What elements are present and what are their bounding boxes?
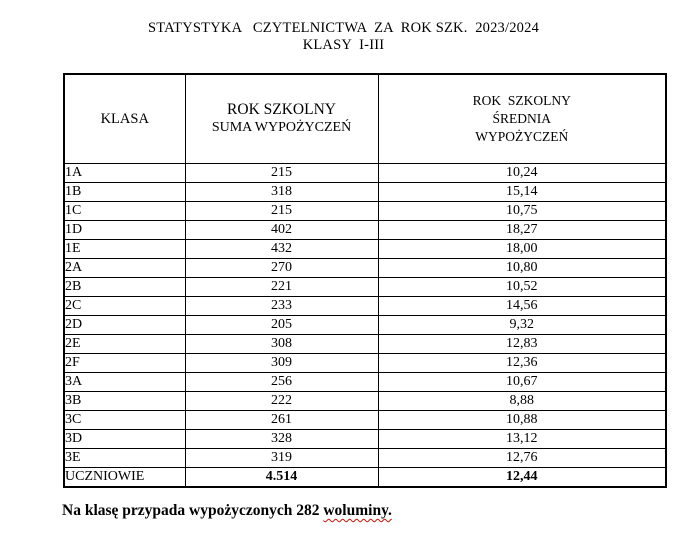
table-row bbox=[64, 277, 666, 296]
row-sum-cell: 215 bbox=[185, 163, 378, 182]
row-avg-cell: 15,14 bbox=[378, 182, 666, 201]
page-title-line2: KLASY I-III bbox=[302, 37, 385, 53]
total-avg-cell: 12,44 bbox=[378, 467, 666, 487]
header-suma bbox=[185, 74, 378, 163]
table-row bbox=[64, 296, 666, 315]
row-class-cell: 1C bbox=[64, 201, 185, 220]
row-sum-cell: 215 bbox=[185, 201, 378, 220]
row-class-cell: 2E bbox=[64, 334, 185, 353]
header-srednia-line2: ŚREDNIA bbox=[492, 110, 551, 126]
table-row bbox=[64, 182, 666, 201]
table-total-row bbox=[64, 467, 666, 487]
row-class-cell: 1B bbox=[64, 182, 185, 201]
row-class-cell: 3A bbox=[64, 372, 185, 391]
table-header-row bbox=[64, 74, 666, 163]
row-sum-cell: 261 bbox=[185, 410, 378, 429]
table-row bbox=[64, 353, 666, 372]
row-sum-cell: 328 bbox=[185, 429, 378, 448]
header-klasa bbox=[64, 74, 185, 163]
row-class-cell: 3C bbox=[64, 410, 185, 429]
row-sum-cell: 233 bbox=[185, 296, 378, 315]
table-row bbox=[64, 201, 666, 220]
row-sum-cell: 402 bbox=[185, 220, 378, 239]
row-avg-cell: 12,76 bbox=[378, 448, 666, 467]
row-class-cell: 2F bbox=[64, 353, 185, 372]
row-avg-cell: 10,80 bbox=[378, 258, 666, 277]
row-sum-cell: 270 bbox=[185, 258, 378, 277]
table-row bbox=[64, 448, 666, 467]
header-srednia bbox=[378, 74, 666, 163]
row-sum-cell: 319 bbox=[185, 448, 378, 467]
row-sum-cell: 318 bbox=[185, 182, 378, 201]
row-avg-cell: 8,88 bbox=[378, 391, 666, 410]
row-class-cell: 1E bbox=[64, 239, 185, 258]
table-row bbox=[64, 372, 666, 391]
page-title-line1: STATYSTYKA CZYTELNICTWA ZA ROK SZK. 2023/2024 bbox=[147, 20, 540, 36]
table-row bbox=[64, 220, 666, 239]
row-sum-cell: 432 bbox=[185, 239, 378, 258]
table-row bbox=[64, 410, 666, 429]
row-avg-cell: 12,36 bbox=[378, 353, 666, 372]
header-suma-line2: SUMA WYPOŻYCZEŃ bbox=[211, 119, 352, 135]
row-sum-cell: 256 bbox=[185, 372, 378, 391]
row-sum-cell: 221 bbox=[185, 277, 378, 296]
table-row bbox=[64, 391, 666, 410]
row-class-cell: 2C bbox=[64, 296, 185, 315]
row-avg-cell: 10,24 bbox=[378, 163, 666, 182]
header-suma-line1: ROK SZKOLNY bbox=[227, 100, 336, 118]
row-class-cell: 3E bbox=[64, 448, 185, 467]
table-row bbox=[64, 429, 666, 448]
row-class-cell: 2D bbox=[64, 315, 185, 334]
statistics-table bbox=[63, 73, 667, 488]
header-srednia-line1: ROK SZKOLNY bbox=[472, 92, 571, 108]
total-sum-cell: 4.514 bbox=[185, 467, 378, 487]
row-sum-cell: 222 bbox=[185, 391, 378, 410]
row-avg-cell: 10,52 bbox=[378, 277, 666, 296]
row-class-cell: 1A bbox=[64, 163, 185, 182]
row-sum-cell: 309 bbox=[185, 353, 378, 372]
misspelled-word: woluminy. bbox=[323, 502, 392, 519]
table-row bbox=[64, 315, 666, 334]
row-class-cell: 2B bbox=[64, 277, 185, 296]
row-avg-cell: 9,32 bbox=[378, 315, 666, 334]
row-avg-cell: 10,67 bbox=[378, 372, 666, 391]
row-sum-cell: 205 bbox=[185, 315, 378, 334]
footer-note-text: Na klasę przypada wypożyczonych 282 bbox=[62, 502, 324, 519]
row-avg-cell: 18,27 bbox=[378, 220, 666, 239]
row-avg-cell: 10,75 bbox=[378, 201, 666, 220]
row-sum-cell: 308 bbox=[185, 334, 378, 353]
row-class-cell: 1D bbox=[64, 220, 185, 239]
table-row bbox=[64, 258, 666, 277]
row-avg-cell: 14,56 bbox=[378, 296, 666, 315]
table-row bbox=[64, 163, 666, 182]
table-row bbox=[64, 334, 666, 353]
row-class-cell: 3D bbox=[64, 429, 185, 448]
page-title bbox=[0, 20, 687, 54]
row-avg-cell: 10,88 bbox=[378, 410, 666, 429]
footer-note bbox=[62, 502, 392, 520]
table-row bbox=[64, 239, 666, 258]
table-body bbox=[64, 163, 666, 467]
row-avg-cell: 13,12 bbox=[378, 429, 666, 448]
row-avg-cell: 12,83 bbox=[378, 334, 666, 353]
row-class-cell: 2A bbox=[64, 258, 185, 277]
header-srednia-line3: WYPOŻYCZEŃ bbox=[475, 128, 569, 144]
total-label-cell: UCZNIOWIE bbox=[64, 467, 185, 487]
row-class-cell: 3B bbox=[64, 391, 185, 410]
header-klasa-label: KLASA bbox=[100, 110, 149, 127]
row-avg-cell: 18,00 bbox=[378, 239, 666, 258]
